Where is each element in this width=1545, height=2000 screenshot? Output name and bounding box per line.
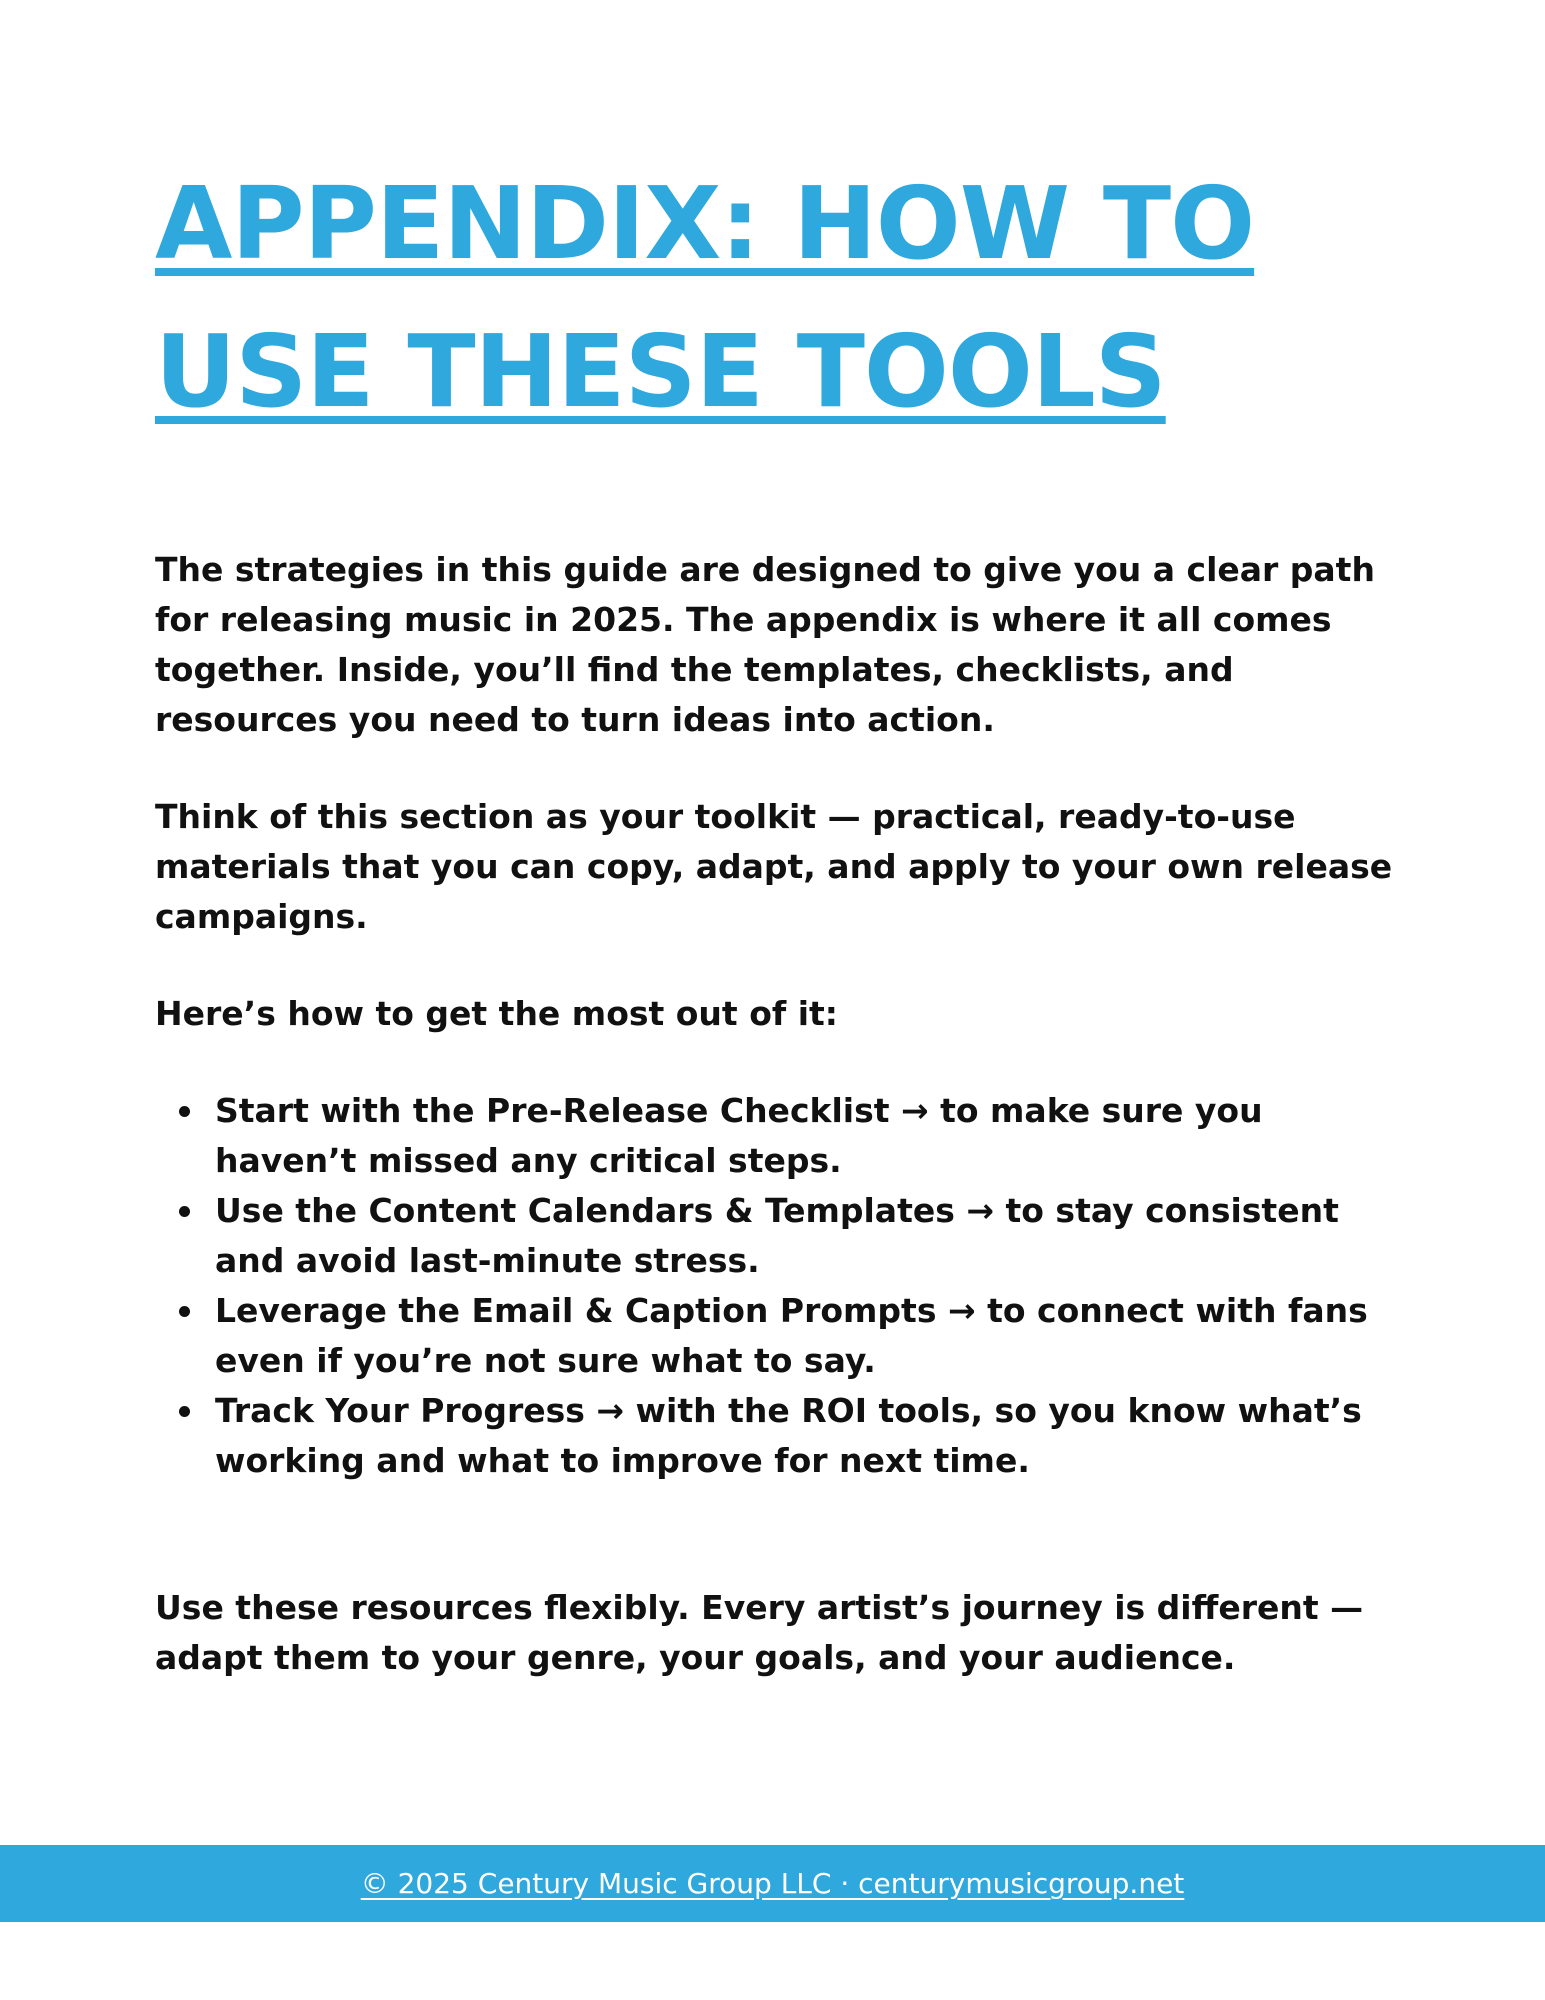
bullet-dot-icon xyxy=(179,1106,190,1117)
list-item xyxy=(215,1386,1405,1486)
list-item xyxy=(215,1086,1405,1186)
list-item xyxy=(215,1286,1405,1386)
howto-paragraph: Here’s how to get the most out of it: xyxy=(155,994,838,1033)
page-title-line-2: USE THESE TOOLS xyxy=(155,313,1166,430)
list-item-text: Leverage the Email & Caption Prompts → to connect with fans even if you’re not sure what to say. xyxy=(215,1291,1368,1380)
list-item xyxy=(215,1186,1405,1286)
closing-paragraph: Use these resources flexibly. Every artist’s journey is different — adapt them to your genre, your goals, and your audience. xyxy=(155,1588,1364,1677)
page-title[interactable] xyxy=(155,150,1395,446)
list-item-text: Start with the Pre-Release Checklist → to make sure you haven’t missed any critical steps. xyxy=(215,1091,1263,1180)
footer-bar xyxy=(0,1845,1545,1922)
bullet-dot-icon xyxy=(179,1406,190,1417)
bullet-dot-icon xyxy=(179,1306,190,1317)
toolkit-paragraph: Think of this section as your toolkit — practical, ready-to-use materials that you can copy, adapt, and apply to your own release campaigns. xyxy=(155,797,1393,936)
document-body xyxy=(155,545,1405,1683)
list-item-text: Use the Content Calendars & Templates → to stay consistent and avoid last-minute stress. xyxy=(215,1191,1339,1280)
page-title-link[interactable] xyxy=(155,150,1395,446)
bullet-dot-icon xyxy=(179,1206,190,1217)
page-title-line-1: APPENDIX: HOW TO xyxy=(155,165,1255,282)
tips-list xyxy=(155,1086,1405,1486)
intro-paragraph: The strategies in this guide are designed to give you a clear path for releasing music in 2025. The appendix is where it all comes together. Inside, you’ll find the templates, checklists, and resources you need to turn ideas into action. xyxy=(155,550,1375,739)
footer-link[interactable]: © 2025 Century Music Group LLC · centurymusicgroup.net xyxy=(360,1867,1185,1900)
list-item-text: Track Your Progress → with the ROI tools, so you know what’s working and what to improve for next time. xyxy=(215,1391,1362,1480)
